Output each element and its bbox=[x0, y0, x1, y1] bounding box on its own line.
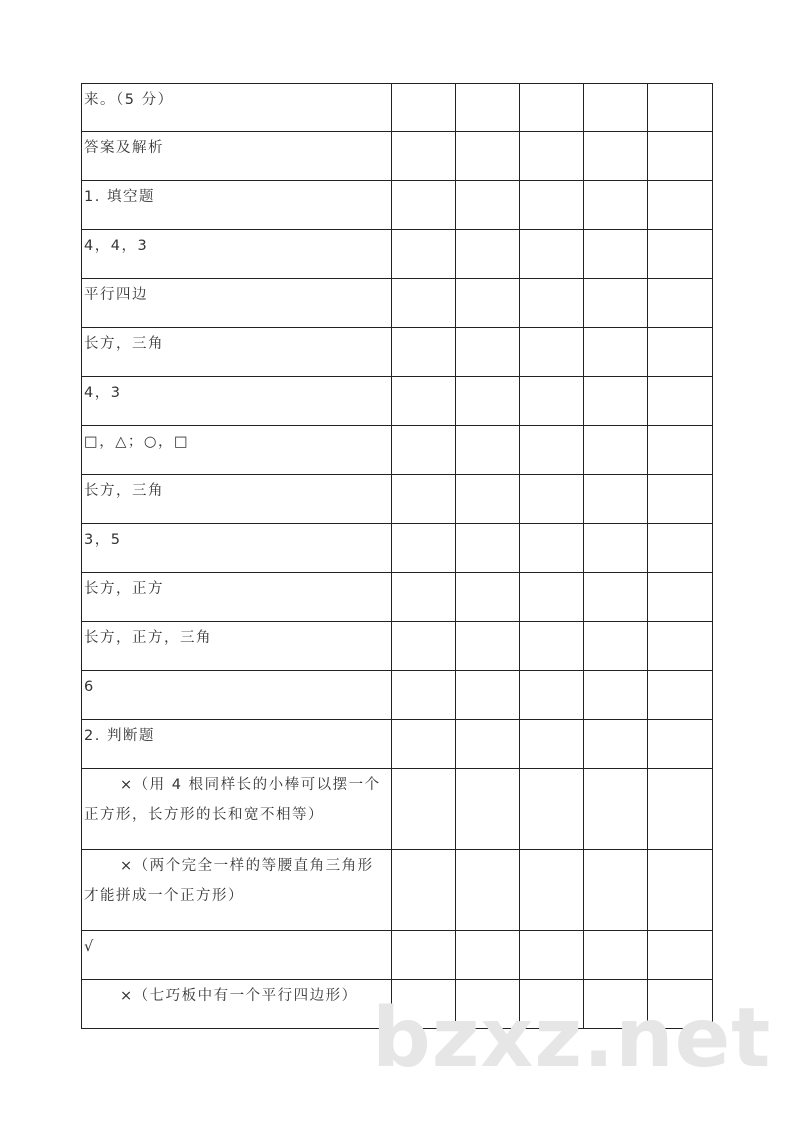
empty-cell bbox=[520, 328, 584, 377]
answer-text: □，△；○，□ bbox=[82, 426, 392, 475]
section-heading: 1. 填空题 bbox=[82, 181, 392, 230]
empty-cell bbox=[648, 931, 713, 980]
table-row bbox=[82, 475, 713, 524]
empty-cell bbox=[392, 279, 456, 328]
empty-cell bbox=[520, 426, 584, 475]
empty-cell bbox=[648, 132, 713, 181]
empty-cell bbox=[520, 573, 584, 622]
empty-cell bbox=[648, 622, 713, 671]
empty-cell bbox=[520, 279, 584, 328]
empty-cell bbox=[648, 671, 713, 720]
empty-cell bbox=[392, 622, 456, 671]
empty-cell bbox=[584, 769, 648, 850]
answer-text: 平行四边 bbox=[82, 279, 392, 328]
empty-cell bbox=[648, 573, 713, 622]
empty-cell bbox=[456, 132, 520, 181]
empty-cell bbox=[392, 84, 456, 132]
empty-cell bbox=[584, 230, 648, 279]
empty-cell bbox=[520, 524, 584, 573]
table-row bbox=[82, 671, 713, 720]
empty-cell bbox=[520, 850, 584, 931]
answer-text: ×（两个完全一样的等腰直角三角形才能拼成一个正方形） bbox=[82, 850, 392, 931]
empty-cell bbox=[392, 377, 456, 426]
empty-cell bbox=[456, 230, 520, 279]
section-heading: 2. 判断题 bbox=[82, 720, 392, 769]
empty-cell bbox=[520, 720, 584, 769]
empty-cell bbox=[456, 931, 520, 980]
empty-cell bbox=[648, 279, 713, 328]
empty-cell bbox=[392, 671, 456, 720]
answer-text: 4，3 bbox=[82, 377, 392, 426]
empty-cell bbox=[520, 931, 584, 980]
empty-cell bbox=[392, 720, 456, 769]
row-text: 来。（5 分） bbox=[82, 84, 392, 132]
section-heading: 答案及解析 bbox=[82, 132, 392, 181]
empty-cell bbox=[456, 769, 520, 850]
table-row bbox=[82, 931, 713, 980]
empty-cell bbox=[584, 622, 648, 671]
empty-cell bbox=[456, 573, 520, 622]
empty-cell bbox=[648, 475, 713, 524]
empty-cell bbox=[584, 573, 648, 622]
empty-cell bbox=[456, 720, 520, 769]
answer-text: 长方，正方，三角 bbox=[82, 622, 392, 671]
table-row bbox=[82, 524, 713, 573]
table-row bbox=[82, 328, 713, 377]
answer-text: ×（七巧板中有一个平行四边形） bbox=[82, 980, 392, 1029]
table-row bbox=[82, 622, 713, 671]
empty-cell bbox=[648, 181, 713, 230]
empty-cell bbox=[392, 181, 456, 230]
answer-table bbox=[81, 83, 713, 1029]
table-row bbox=[82, 377, 713, 426]
answer-text: 3，5 bbox=[82, 524, 392, 573]
empty-cell bbox=[392, 132, 456, 181]
empty-cell bbox=[392, 230, 456, 279]
table-row bbox=[82, 181, 713, 230]
empty-cell bbox=[392, 524, 456, 573]
answer-text: 长方，三角 bbox=[82, 475, 392, 524]
empty-cell bbox=[584, 377, 648, 426]
empty-cell bbox=[520, 181, 584, 230]
empty-cell bbox=[456, 850, 520, 931]
empty-cell bbox=[392, 769, 456, 850]
empty-cell bbox=[584, 181, 648, 230]
answer-text: 4，4，3 bbox=[82, 230, 392, 279]
empty-cell bbox=[456, 377, 520, 426]
empty-cell bbox=[648, 377, 713, 426]
empty-cell bbox=[456, 426, 520, 475]
empty-cell bbox=[584, 671, 648, 720]
empty-cell bbox=[456, 524, 520, 573]
empty-cell bbox=[584, 524, 648, 573]
empty-cell bbox=[520, 622, 584, 671]
empty-cell bbox=[520, 769, 584, 850]
table-row bbox=[82, 850, 713, 931]
table-row bbox=[82, 769, 713, 850]
empty-cell bbox=[648, 230, 713, 279]
empty-cell bbox=[520, 671, 584, 720]
empty-cell bbox=[520, 475, 584, 524]
empty-cell bbox=[392, 475, 456, 524]
table-row bbox=[82, 230, 713, 279]
empty-cell bbox=[392, 931, 456, 980]
empty-cell bbox=[584, 720, 648, 769]
empty-cell bbox=[392, 850, 456, 931]
table-row bbox=[82, 573, 713, 622]
empty-cell bbox=[520, 230, 584, 279]
answer-text: ×（用 4 根同样长的小棒可以摆一个正方形，长方形的长和宽不相等） bbox=[82, 769, 392, 850]
empty-cell bbox=[584, 931, 648, 980]
table-row bbox=[82, 279, 713, 328]
empty-cell bbox=[584, 475, 648, 524]
empty-cell bbox=[520, 132, 584, 181]
watermark: bzxz.net bbox=[372, 991, 772, 1086]
empty-cell bbox=[648, 720, 713, 769]
answer-text: 长方，正方 bbox=[82, 573, 392, 622]
answer-text: √ bbox=[82, 931, 392, 980]
empty-cell bbox=[584, 426, 648, 475]
empty-cell bbox=[456, 181, 520, 230]
empty-cell bbox=[648, 84, 713, 132]
empty-cell bbox=[584, 84, 648, 132]
empty-cell bbox=[648, 426, 713, 475]
empty-cell bbox=[392, 328, 456, 377]
empty-cell bbox=[648, 328, 713, 377]
empty-cell bbox=[648, 769, 713, 850]
empty-cell bbox=[456, 622, 520, 671]
table-row bbox=[82, 84, 713, 132]
empty-cell bbox=[648, 524, 713, 573]
empty-cell bbox=[456, 84, 520, 132]
table-row bbox=[82, 132, 713, 181]
empty-cell bbox=[520, 84, 584, 132]
empty-cell bbox=[520, 377, 584, 426]
empty-cell bbox=[584, 850, 648, 931]
empty-cell bbox=[648, 850, 713, 931]
empty-cell bbox=[456, 279, 520, 328]
empty-cell bbox=[456, 671, 520, 720]
answer-text: 6 bbox=[82, 671, 392, 720]
answer-text: 长方，三角 bbox=[82, 328, 392, 377]
table-row bbox=[82, 720, 713, 769]
empty-cell bbox=[456, 475, 520, 524]
empty-cell bbox=[584, 279, 648, 328]
empty-cell bbox=[392, 426, 456, 475]
table-row bbox=[82, 426, 713, 475]
empty-cell bbox=[584, 328, 648, 377]
empty-cell bbox=[584, 132, 648, 181]
empty-cell bbox=[392, 573, 456, 622]
empty-cell bbox=[456, 328, 520, 377]
